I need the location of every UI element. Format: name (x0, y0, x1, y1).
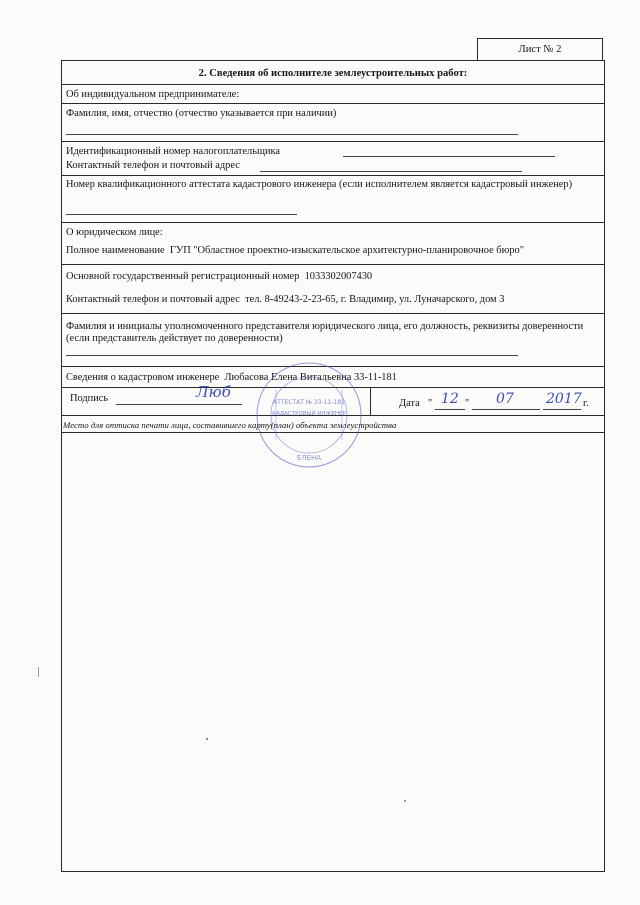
engineer-label: Сведения о кадастровом инженере (66, 372, 220, 383)
seal-stamp-icon (254, 360, 364, 470)
signature-scribble: Люб (196, 383, 231, 401)
individual-contact-label: Контактный телефон и почтовый адрес (66, 160, 240, 171)
section-title: 2. Сведения об исполнителе землеустроительных работ: (198, 68, 468, 79)
row-divider (61, 313, 605, 314)
legal-entity-contact-value: тел. 8-49243-2-23-65, г. Владимир, ул. Луначарского, дом 3 (245, 294, 505, 305)
individual-inn-field[interactable] (343, 156, 555, 157)
date-month: 07 (496, 391, 514, 407)
date-day: 12 (441, 391, 459, 407)
legal-entity-fullname-value: ГУП "Областное проектно-изыскательское архитектурно-планировочное бюро" (169, 245, 524, 256)
sheet-number: Лист № 2 (477, 38, 603, 60)
row-divider (61, 264, 605, 265)
certificate-field[interactable] (66, 214, 297, 215)
row-divider (61, 175, 605, 176)
legal-entity-contact-label: Контактный телефон и почтовый адрес (66, 294, 240, 305)
stamp-text-title: КАДАСТРОВЫЙ ИНЖЕНЕР (272, 411, 346, 417)
date-month-field[interactable] (472, 409, 540, 410)
row-divider (61, 103, 605, 104)
signature-label: Подпись (70, 393, 109, 404)
individual-name-field[interactable] (66, 134, 518, 135)
legal-entity-fullname (66, 245, 524, 257)
engineer-value: Любасова Елена Витальевна 33-11-181 (224, 372, 397, 383)
legal-entity-heading: О юридическом лице: (66, 227, 163, 238)
individual-heading: Об индивидуальном предпринимателе: (66, 89, 240, 100)
stamp-text-certificate: АТТЕСТАТ № 33-11-181 (273, 399, 345, 406)
date-year-suffix: г. (583, 398, 589, 409)
date-quote-close: " (465, 398, 470, 409)
date-year-field[interactable] (543, 409, 581, 410)
scan-speck (38, 667, 39, 677)
individual-name-label: Фамилия, имя, отчество (отчество указывается при наличии) (66, 108, 337, 119)
row-divider (61, 222, 605, 223)
legal-entity-ogrn-label: Основной государственный регистрационный номер (66, 271, 300, 282)
stamp-place-note: Место для оттиска печати лица, составившего карту(план) объекта землеустройства (63, 420, 397, 430)
signature-field[interactable] (116, 404, 242, 405)
date-quote-open: " (428, 398, 433, 409)
date-label: Дата (399, 398, 420, 409)
legal-entity-fullname-label: Полное наименование (66, 245, 165, 256)
individual-inn-label: Идентификационный номер налогоплательщика (66, 146, 281, 157)
legal-entity-ogrn (66, 271, 372, 283)
scan-speck (404, 800, 406, 802)
row-divider (61, 141, 605, 142)
date-year: 2017 (546, 391, 582, 407)
legal-entity-ogrn-value: 1033302007430 (304, 271, 373, 282)
row-divider (61, 84, 605, 85)
legal-entity-contact (66, 294, 504, 306)
representative-label: Фамилия и инициалы уполномоченного представителя юридического лица, его должность, реквизиты доверенности (если представитель действует по доверенности) (66, 321, 584, 344)
representative-field[interactable] (66, 355, 518, 356)
individual-contact-field[interactable] (260, 171, 522, 172)
column-divider (370, 387, 371, 415)
stamp-text-name: ЕЛЕНА (296, 454, 322, 462)
scan-speck (206, 738, 208, 740)
date-day-field[interactable] (435, 409, 465, 410)
certificate-label: Номер квалификационного аттестата кадастрового инженера (если исполнителем является кадастровый инженер) (66, 179, 573, 190)
